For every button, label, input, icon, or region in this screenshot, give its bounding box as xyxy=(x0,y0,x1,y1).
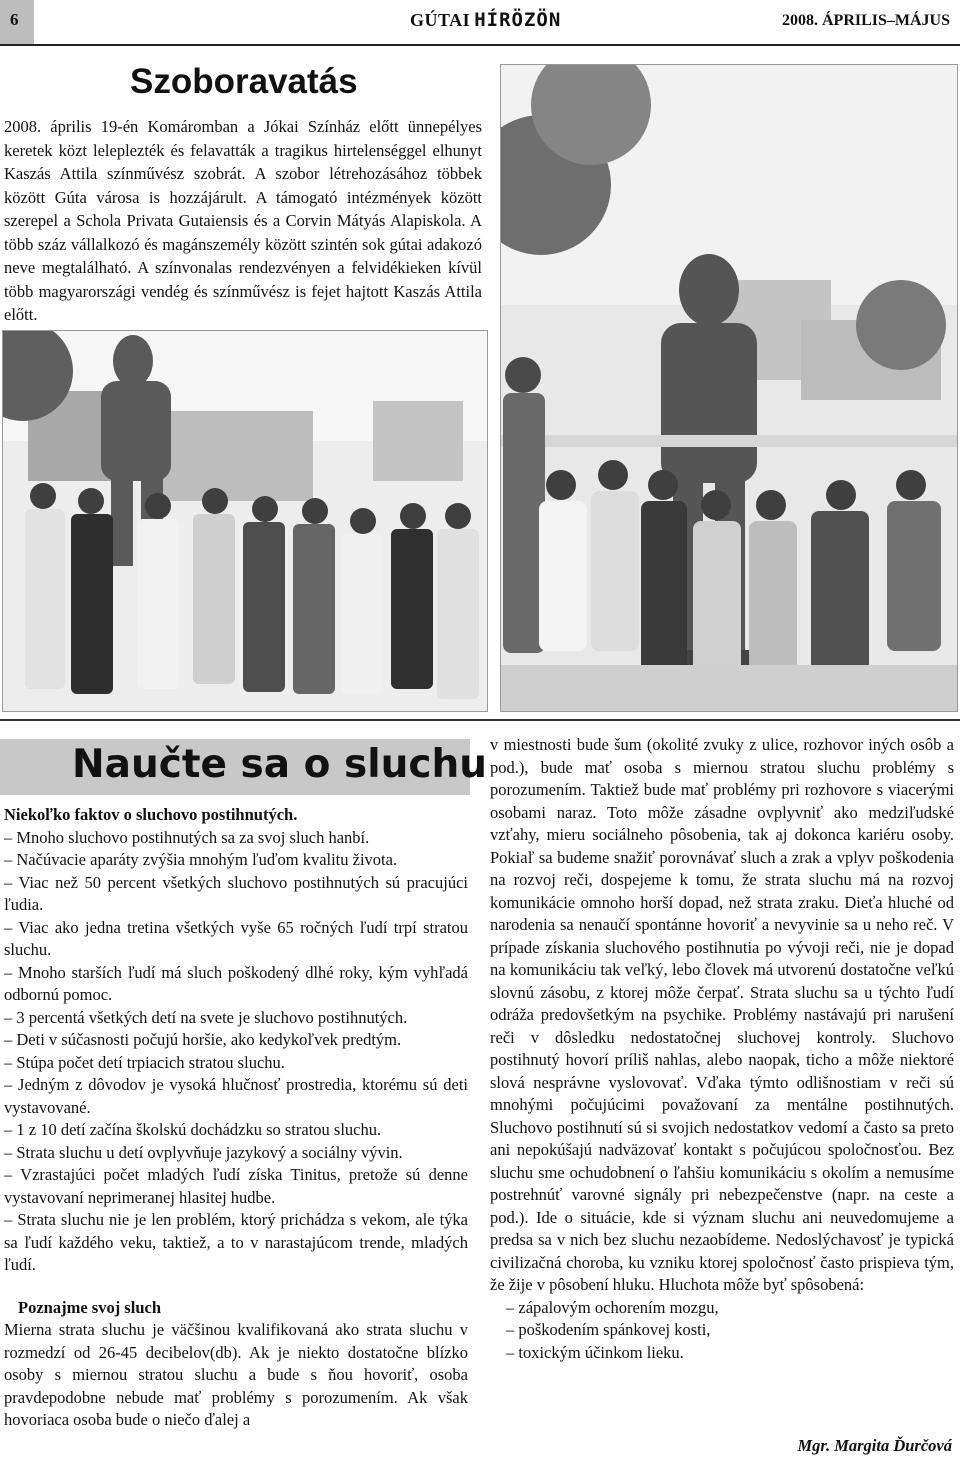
fact-item: – Strata sluchu nie je len problém, ktorý prichádza s vekom, ale týka sa ľudí každého veku, taktiež, a to v narastajúcom trende, mladých ľudí. xyxy=(4,1210,468,1274)
fact-item: – 3 percentá všetkých detí na svete je sluchovo postihnutých. xyxy=(4,1007,408,1027)
section-divider xyxy=(0,719,960,721)
statue-photo-left xyxy=(2,330,488,712)
left-column xyxy=(4,804,468,1432)
page-number-box xyxy=(0,0,34,44)
masthead-name: HÍRÖZÖN xyxy=(474,9,562,31)
cause-item: – poškodením spánkovej kosti, xyxy=(506,1320,711,1339)
issue-date: 2008. ÁPRILIS–MÁJUS xyxy=(781,12,950,29)
paragraph-left: Mierna strata sluchu je väčšinou kvalifikovaná ako strata sluchu v rozmedzí od 26-45 decibelov(db). Ak je niekto dostatočne blízko osoby s miernou stratou sluchu a bude s ňou hovoriť, osoba pravdepodobne nebude mať problémy s porozumením. Ak však hovoriaca osoba bude o niečo ďalej a xyxy=(4,1320,468,1429)
masthead xyxy=(410,9,561,31)
article-title-naucte: Naučte sa o sluchu xyxy=(72,742,487,787)
paragraph-right: v miestnosti bude šum (okolité zvuky z ulice, rozhovor iných osôb a pod.), bude mať osoba s miernou stratou sluchu problémy s porozumením. Taktiež bude mať problémy pri rozhovore s viacerými osobami naraz. Toto môže zásadne ovplyvniť ako medziľudské vzťahy, mieru sociálneho pôsobenia, tak aj dokonca kariéru osoby. Pokiaľ sa budeme snažiť porovnávať sluch a zrak a vplyv poškodenia na rozvoj reči, dospejeme k tomu, že strata sluchu má na rozvoj komunikácie omnoho horší dopad, než strata zraku. Dieťa hluché od narodenia sa nenaučí spontánne hovoriť a nevyvinie sa u neho reč. V prípade získania sluchového postihnutia po vývoji reči, nie je dopad na komunikáciu tak veľký, lebo človek má utvorenú dostatočne veľkú slovnú zásobu, z ktorej môže čerpať. Strata sluchu sa u týchto ľudí odráža predovšetkým na psychike. Problémy nastávajú pri narušení reči v dôsledku nedostatočnej sluchovej kontroly. Sluchovo postihnutý hovorí príliš nahlas, alebo naopak, ticho a môže niektoré slová nesprávne vyslovovať. Vďaka týmto odlišnostiam v reči sú mnohými počujúcimi považovaní za mentálne postihnutých. Sluchovo postihnutí sú si svojich nedostatkov vedomí a často sa preto ani nepokúšajú nadväzovať kontakt s počujúcou spoločnosťou. Bez sluchu sme ochudobnení o ľahšiu komunikáciu s okolím a nemusíme postrehnúť varovné signály pri nebezpečenstve (napr. na ceste a pod.). Ide o situácie, kde si význam sluchu ani neuvedomujeme a predsa sa v nich bez sluchu nezaobídeme. Nedoslýchavosť je typická civilizačná choroba, ku vzniku ktorej spoločnosť často prispieva tým, že žije v pôsobení hluku. Hluchota môže byť spôsobená: xyxy=(490,735,954,1294)
cause-item: – zápalovým ochorením mozgu, xyxy=(506,1297,719,1317)
fact-item: – Strata sluchu u detí ovplyvňuje jazykový a sociálny vývin. xyxy=(4,1142,403,1162)
statue-photo-right xyxy=(500,64,958,712)
author-signature: Mgr. Margita Ďurčová xyxy=(797,1436,952,1455)
article-body-szoboravatas: 2008. április 19-én Komáromban a Jókai Színház előtt ünnepélyes keretek közt leleplezték és felavatták a tragikus hirtelenséggel elhunyt Kaszás Attila színművész szobrát. A szobor létrehozásához többek között Gúta városa is hozzájárult. A támogató intézmények között szerepel a Schola Privata Gutaiensis és a Corvin Mátyás Alapiskola. A több száz vállalkozó és magánszemély között szintén sok gútai adakozó neve megtalálható. A színvonalas rendezvényen a felvidékieken kívül több magyarországi vendég és színművész is fejet hajtott Kaszás Attila előtt. xyxy=(4,117,482,324)
masthead-prefix: GÚTAI xyxy=(410,10,471,30)
article-title-szoboravatas: Szoboravatás xyxy=(130,62,358,101)
fact-item: – Mnoho sluchovo postihnutých sa za svoj sluch hanbí. xyxy=(4,827,370,847)
fact-item: – Viac než 50 percent všetkých sluchovo postihnutých sú pracujúci ľudia. xyxy=(4,872,468,914)
fact-item: – Viac ako jedna tretina všetkých vyše 65 ročných ľudí trpí stratou sluchu. xyxy=(4,917,468,959)
fact-item: – Mnoho starších ľudí má sluch poškodený dlhé roky, kým vyhľadá odbornú pomoc. xyxy=(4,962,468,1004)
fact-item: – Načúvacie aparáty zvýšia mnohým ľuďom kvalitu života. xyxy=(4,850,398,869)
fact-item: – Deti v súčasnosti počujú horšie, ako kedykoľvek predtým. xyxy=(4,1030,402,1049)
facts-lead: Niekoľko faktov o sluchovo postihnutých. xyxy=(4,805,298,824)
fact-item: – Stúpa počet detí trpiacich stratou sluchu. xyxy=(4,1052,285,1072)
subheading-poznajme: Poznajme svoj sluch xyxy=(18,1297,161,1317)
fact-item: – Vzrastajúci počet mladých ľudí získa Tinitus, pretože sú denne vystavovaní neprimeranej hlasitej hudbe. xyxy=(4,1165,468,1207)
fact-item: – 1 z 10 detí začína školskú dochádzku so stratou sluchu. xyxy=(4,1120,382,1139)
header-rule xyxy=(0,44,960,46)
fact-item: – Jedným z dôvodov je vysoká hlučnosť prostredia, ktorému sú deti vystavované. xyxy=(4,1075,468,1117)
page-number: 6 xyxy=(10,10,19,29)
right-column xyxy=(490,734,954,1364)
cause-item: – toxickým účinkom lieku. xyxy=(506,1342,684,1362)
page-header xyxy=(0,0,960,44)
